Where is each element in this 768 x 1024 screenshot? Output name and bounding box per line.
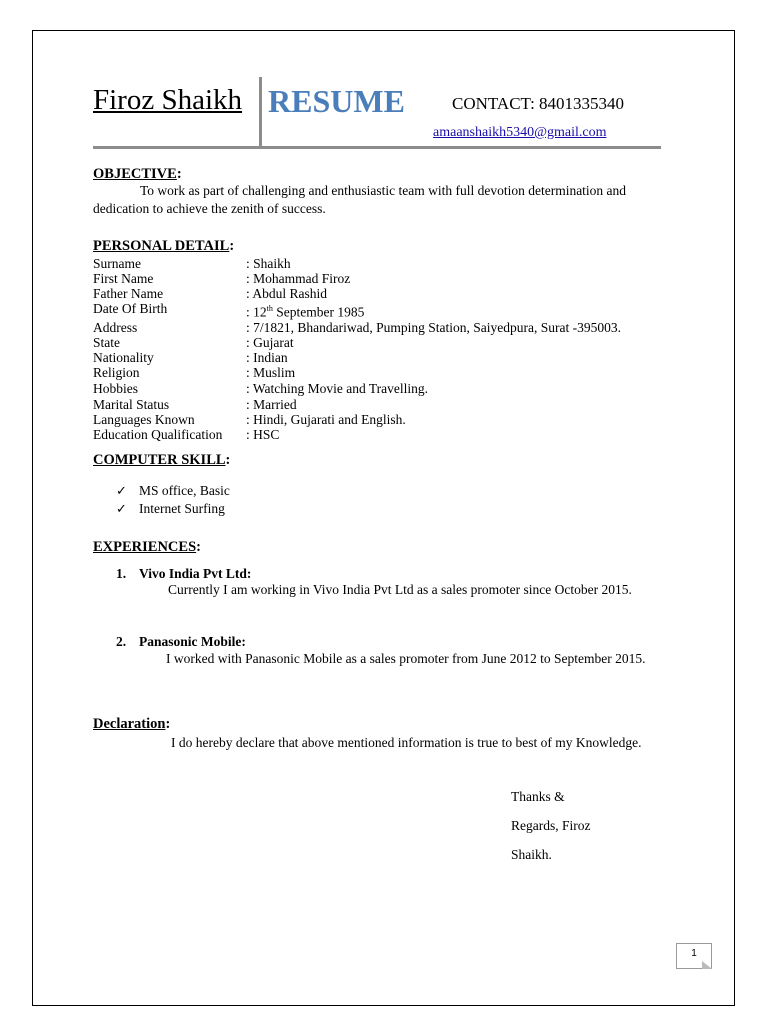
closing-regards: Regards, Firoz xyxy=(511,818,591,833)
closing-signature: Shaikh. xyxy=(511,847,552,862)
skill-item xyxy=(116,501,225,517)
resume-title: RESUME xyxy=(268,83,405,119)
resume-name: Firoz Shaikh xyxy=(93,84,243,116)
page-corner-fold-icon xyxy=(702,961,712,969)
experience-number: 2. xyxy=(116,634,127,649)
detail-value: : Muslim xyxy=(246,364,296,380)
detail-value: : Abdul Rashid xyxy=(246,286,328,301)
header-vertical-divider xyxy=(259,77,262,147)
check-icon: ✓ xyxy=(116,483,127,498)
detail-label: Surname xyxy=(93,256,141,271)
objective-heading: OBJECTIVE: xyxy=(93,166,182,182)
experiences-heading: EXPERIENCES: xyxy=(93,539,201,555)
experience-company: Vivo India Pvt Ltd: xyxy=(139,566,252,581)
experience-description: Currently I am working in Vivo India Pvt Ltd as a sales promoter since October 2015. xyxy=(168,582,632,597)
detail-label: Date Of Birth xyxy=(93,301,168,316)
skill-item-label: MS office, Basic xyxy=(139,483,230,498)
detail-label: Religion xyxy=(93,364,140,380)
detail-label: Marital Status xyxy=(93,396,170,412)
contact-number: CONTACT: 8401335340 xyxy=(452,94,625,113)
detail-row-state xyxy=(93,335,621,350)
detail-label: Education Qualification xyxy=(93,426,223,442)
detail-value: : Married xyxy=(246,396,297,412)
detail-row-first-name xyxy=(93,271,621,286)
computer-skill-heading: COMPUTER SKILL: xyxy=(93,452,231,468)
detail-value: : Hindi, Gujarati and English. xyxy=(246,411,406,427)
skill-item xyxy=(116,483,230,499)
detail-label: Nationality xyxy=(93,349,154,365)
experience-company: Panasonic Mobile: xyxy=(139,634,246,649)
personal-detail-table xyxy=(93,256,621,442)
detail-label: State xyxy=(93,334,120,350)
detail-row-marital-status xyxy=(93,397,621,412)
detail-row-languages-known xyxy=(93,412,621,427)
detail-label: Father Name xyxy=(93,286,164,301)
dob-rest: September 1985 xyxy=(272,304,365,320)
detail-value: : Indian xyxy=(246,349,288,365)
personal-detail-heading: PERSONAL DETAIL: xyxy=(93,238,235,254)
detail-label: Address xyxy=(93,319,138,335)
detail-row-hobbies xyxy=(93,381,621,397)
page-number: 1 xyxy=(691,948,697,959)
personal-detail-heading-text: PERSONAL DETAIL xyxy=(93,238,230,254)
computer-skill-heading-text: COMPUTER SKILL xyxy=(93,452,226,468)
check-icon: ✓ xyxy=(116,501,127,516)
page-number-box xyxy=(676,943,712,969)
email-link[interactable]: amaanshaikh5340@gmail.com xyxy=(433,125,607,140)
objective-line-2: dedication to achieve the zenith of success. xyxy=(93,201,326,216)
detail-value xyxy=(246,301,621,320)
detail-label: Languages Known xyxy=(93,411,195,427)
declaration-heading-text: Declaration xyxy=(93,716,166,732)
detail-value: : Watching Movie and Travelling. xyxy=(246,380,429,396)
experiences-heading-text: EXPERIENCES xyxy=(93,539,197,555)
detail-label: First Name xyxy=(93,271,154,286)
skill-item-label: Internet Surfing xyxy=(139,501,225,516)
experience-number: 1. xyxy=(116,566,127,581)
objective-line-1: To work as part of challenging and enthusiastic team with full devotion determination and xyxy=(140,183,627,198)
detail-row-nationality xyxy=(93,350,621,365)
detail-row-education-qualification xyxy=(93,427,621,442)
detail-value: : HSC xyxy=(246,426,280,442)
detail-row-father-name xyxy=(93,286,621,301)
detail-row-religion xyxy=(93,365,621,381)
detail-row-surname xyxy=(93,256,621,271)
closing-thanks: Thanks & xyxy=(511,789,565,804)
detail-label: Hobbies xyxy=(93,380,138,396)
detail-value: : Shaikh xyxy=(246,256,291,271)
experience-description: I worked with Panasonic Mobile as a sales promoter from June 2012 to September 2015. xyxy=(166,651,646,666)
dob-suffix: th xyxy=(266,304,273,313)
detail-row-date-of-birth xyxy=(93,301,621,320)
detail-value: : Gujarat xyxy=(246,334,294,350)
declaration-text: I do hereby declare that above mentioned information is true to best of my Knowledge. xyxy=(171,735,642,750)
detail-value: : Mohammad Firoz xyxy=(246,271,351,286)
declaration-heading: Declaration: xyxy=(93,716,171,732)
header-horizontal-rule xyxy=(93,146,661,149)
detail-row-address xyxy=(93,320,621,335)
detail-value: : 7/1821, Bhandariwad, Pumping Station, Saiyedpura, Surat -395003. xyxy=(246,319,621,335)
dob-day: : 12 xyxy=(246,304,267,320)
objective-heading-text: OBJECTIVE xyxy=(93,166,177,182)
